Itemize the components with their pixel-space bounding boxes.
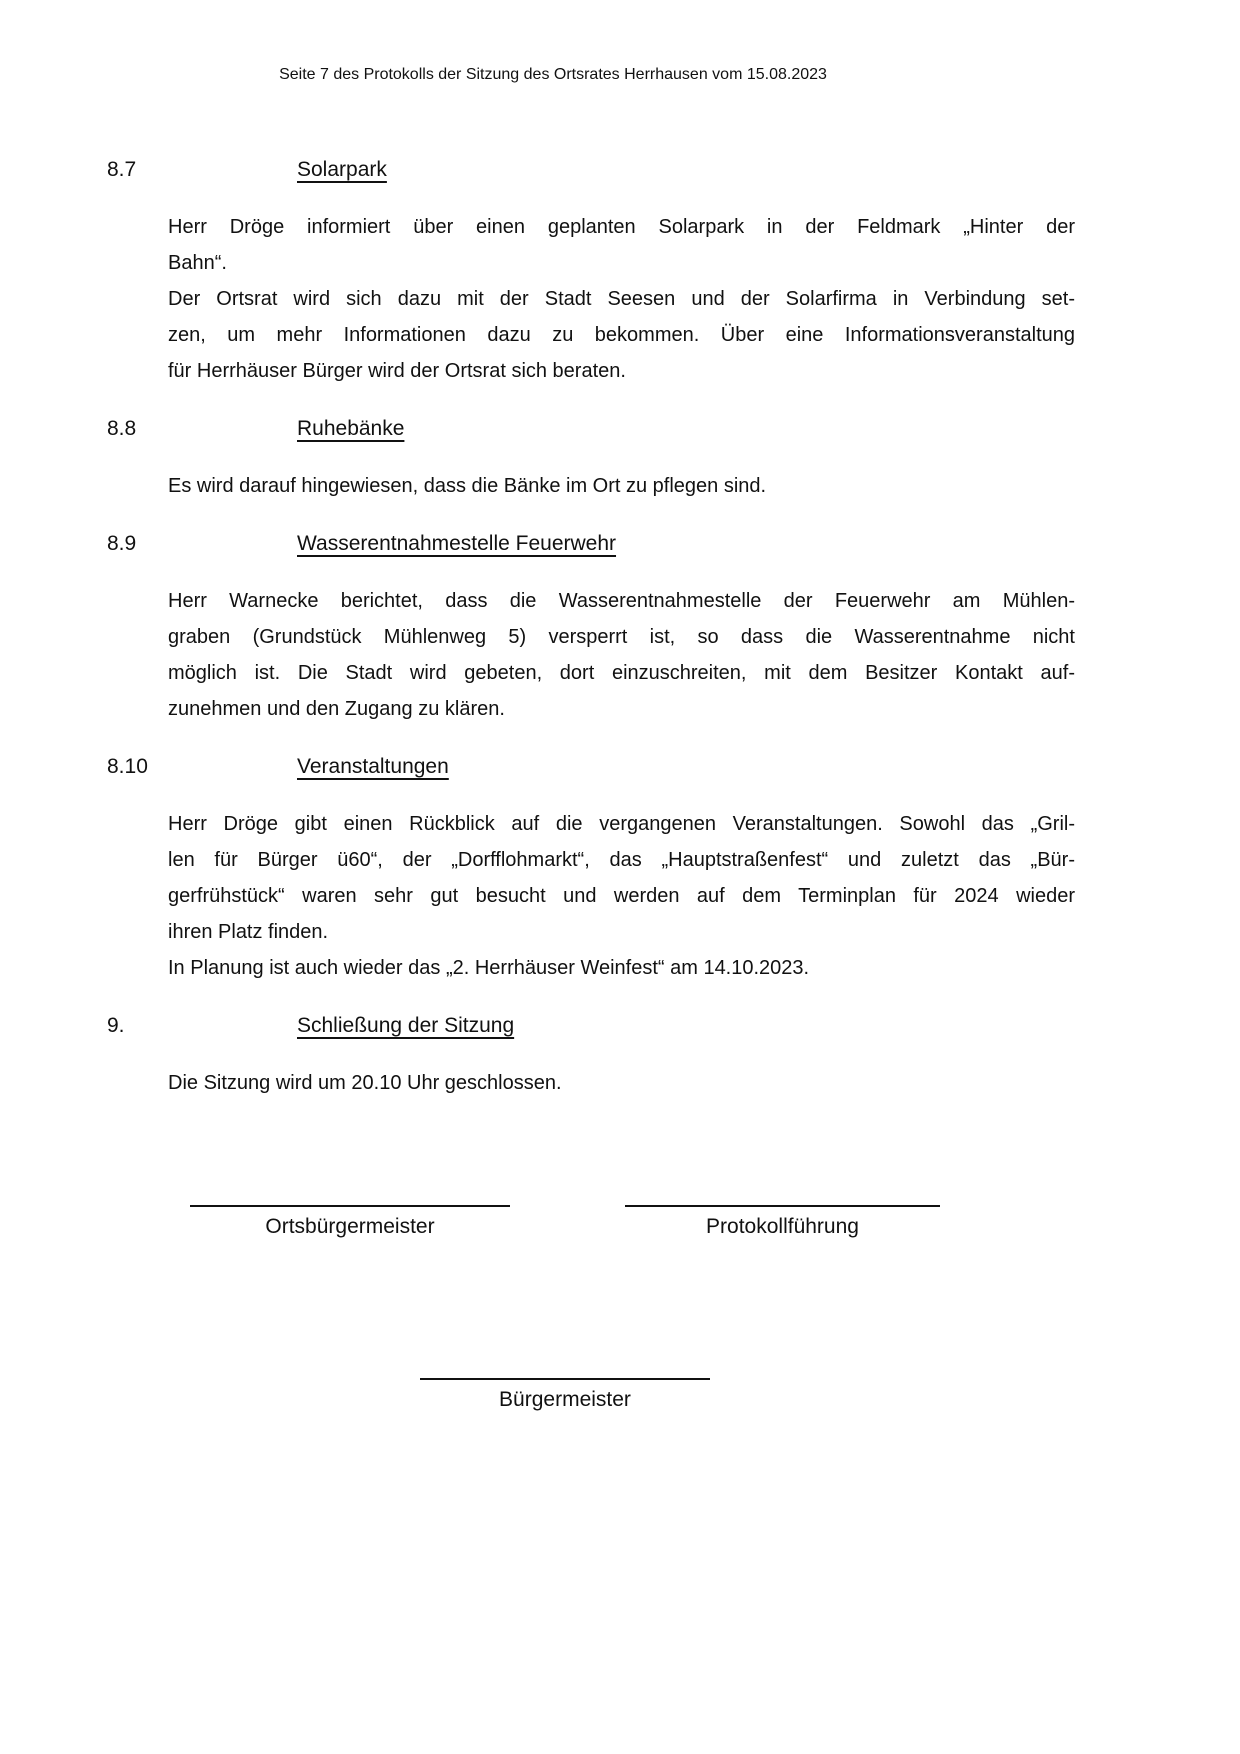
section-number: 8.10 (107, 755, 148, 778)
section-body (168, 1065, 1075, 1101)
paragraph-line: möglich ist. Die Stadt wird gebeten, dort einzuschreiten, mit dem Besitzer Kontakt auf- (168, 662, 1075, 684)
paragraph-line: Bahn“. (168, 252, 227, 274)
section-header (0, 152, 1240, 188)
section-header (0, 1008, 1240, 1044)
paragraph-line: In Planung ist auch wieder das „2. Herrhäuser Weinfest“ am 14.10.2023. (168, 957, 810, 979)
section (0, 526, 1240, 727)
section-title: Veranstaltungen (297, 755, 449, 778)
paragraph-line: für Herrhäuser Bürger wird der Ortsrat sich beraten. (168, 360, 626, 382)
section-body (168, 209, 1075, 389)
section-title: Wasserentnahmestelle Feuerwehr (297, 532, 617, 555)
paragraph-line: ihren Platz finden. (168, 921, 329, 943)
section-number: 8.9 (107, 532, 137, 555)
section-title: Ruhebänke (297, 417, 405, 440)
signature-row (190, 1205, 940, 1239)
signature-block-ortsbuergermeister (190, 1205, 510, 1239)
section-body (168, 583, 1075, 727)
section-body (168, 468, 1075, 504)
section-number: 8.7 (107, 158, 137, 181)
paragraph-line: Der Ortsrat wird sich dazu mit der Stadt Seesen und der Solarfirma in Verbindung set- (168, 288, 1075, 310)
section-number: 9. (107, 1014, 125, 1037)
section-number: 8.8 (107, 417, 137, 440)
sections (0, 152, 1240, 1123)
paragraph-line: graben (Grundstück Mühlenweg 5) versperrt ist, so dass die Wasserentnahme nicht (168, 626, 1075, 648)
section-header (0, 749, 1240, 785)
paragraph-line: zen, um mehr Informationen dazu zu bekommen. Über eine Informationsveranstaltung (168, 324, 1075, 346)
section (0, 1008, 1240, 1101)
paragraph-line: Die Sitzung wird um 20.10 Uhr geschlossen. (168, 1072, 562, 1094)
page-header: Seite 7 des Protokolls der Sitzung des Ortsrates Herrhausen vom 15.08.2023 (279, 66, 827, 83)
section (0, 411, 1240, 504)
section-header (0, 526, 1240, 562)
signature-label-ortsbuergermeister: Ortsbürgermeister (265, 1215, 435, 1238)
signature-block-protokollfuehrung (625, 1205, 940, 1239)
section-title: Schließung der Sitzung (297, 1014, 515, 1037)
paragraph-line: Herr Dröge informiert über einen geplanten Solarpark in der Feldmark „Hinter der (168, 216, 1075, 238)
paragraph-line: Herr Warnecke berichtet, dass die Wasserentnahmestelle der Feuerwehr am Mühlen- (168, 590, 1075, 612)
section-title: Solarpark (297, 158, 387, 181)
paragraph-line: Herr Dröge gibt einen Rückblick auf die vergangenen Veranstaltungen. Sowohl das „Gril- (168, 813, 1075, 835)
section (0, 749, 1240, 986)
signature-label-protokollfuehrung: Protokollführung (706, 1215, 859, 1238)
section (0, 152, 1240, 389)
section-header (0, 411, 1240, 447)
signature-label-buergermeister: Bürgermeister (499, 1388, 631, 1411)
paragraph-line: gerfrühstück“ waren sehr gut besucht und werden auf dem Terminplan für 2024 wieder (168, 885, 1075, 907)
section-body (168, 806, 1075, 986)
signature-block-buergermeister (420, 1378, 710, 1412)
paragraph-line: Es wird darauf hingewiesen, dass die Bänke im Ort zu pflegen sind. (168, 475, 767, 497)
paragraph-line: len für Bürger ü60“, der „Dorfflohmarkt“, das „Hauptstraßenfest“ und zuletzt das „Bür- (168, 849, 1075, 871)
paragraph-line: zunehmen und den Zugang zu klären. (168, 698, 505, 720)
